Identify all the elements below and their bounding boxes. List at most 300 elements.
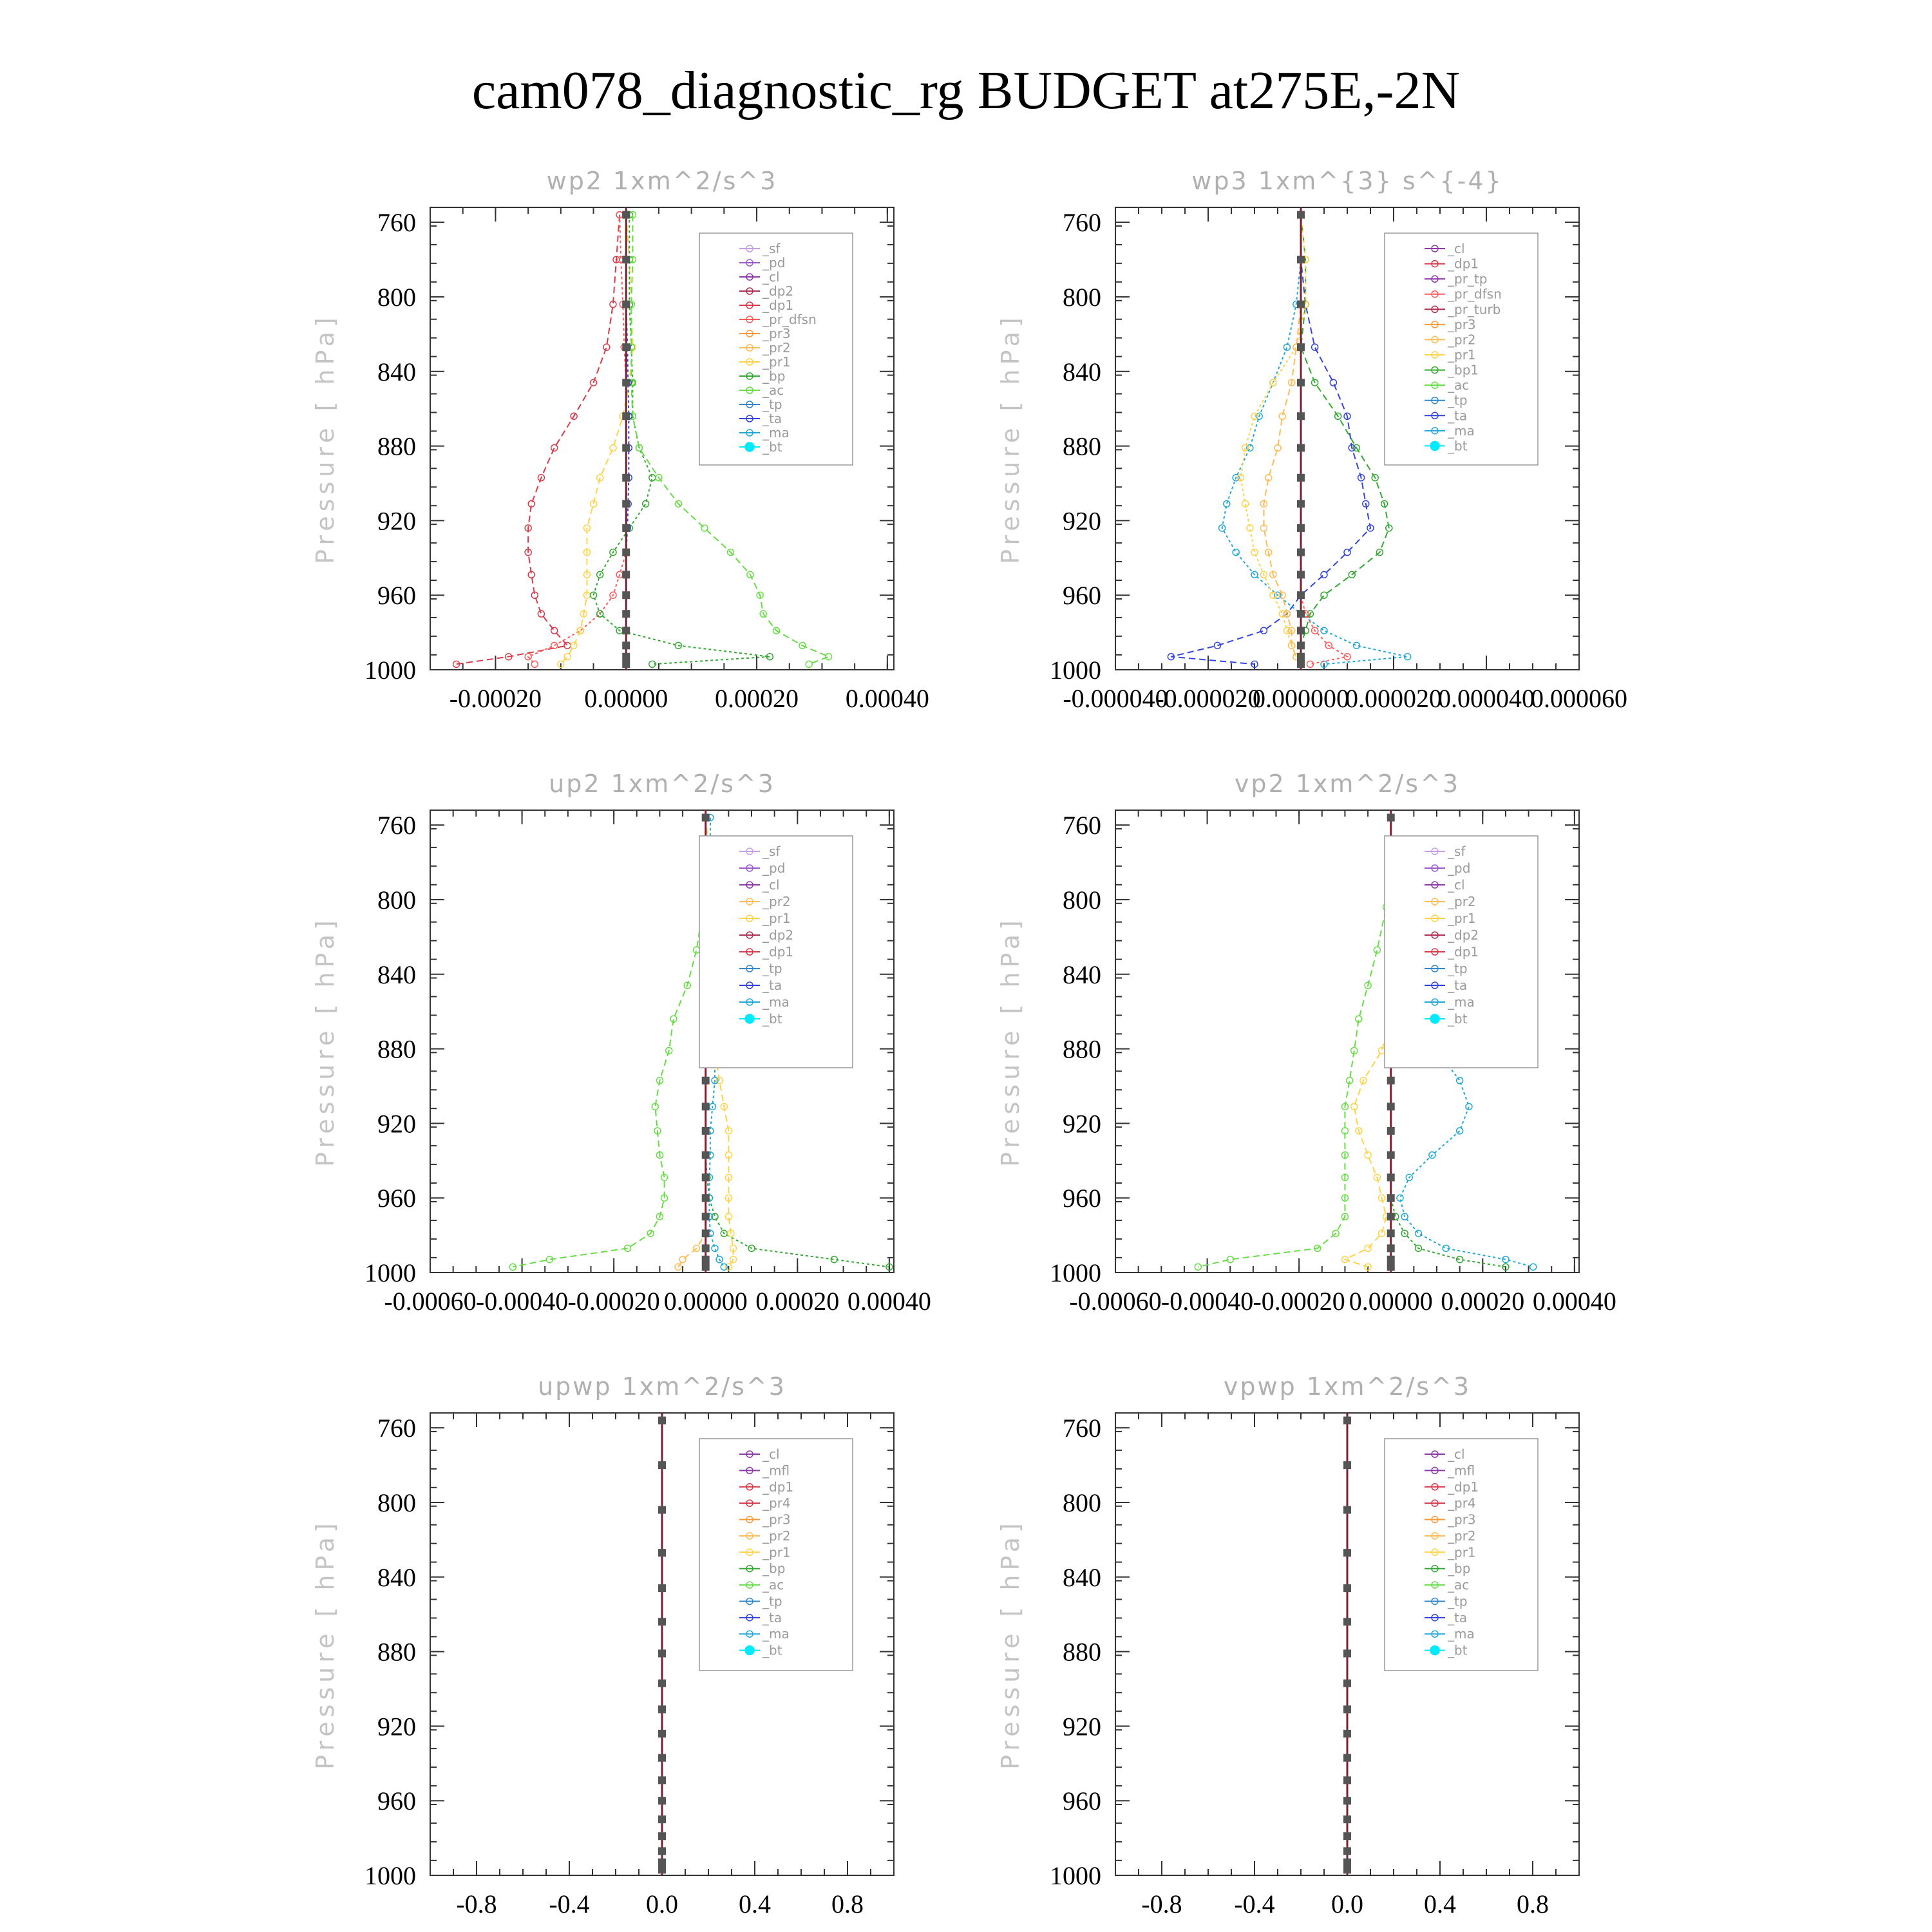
legend-label: _pr2	[1448, 1528, 1476, 1544]
x-tick-label: 0.000000	[1253, 684, 1349, 713]
center-marker	[1387, 1229, 1395, 1237]
legend-label: _tp	[1448, 961, 1468, 976]
x-tick-label: 0.8	[1517, 1889, 1549, 1918]
center-marker	[1343, 1461, 1351, 1469]
panels	[311, 167, 1627, 1918]
legend-label: _pr1	[1448, 1544, 1476, 1560]
legend-label: _ac	[1448, 377, 1470, 393]
legend-marker	[745, 1014, 754, 1023]
data-point-ma	[1415, 1230, 1421, 1236]
y-tick-label: 840	[1063, 960, 1101, 989]
data-point-dp1	[538, 611, 544, 617]
x-tick-label: 0.000020	[1345, 684, 1442, 713]
y-tick-label: 760	[377, 811, 416, 840]
center-marker	[622, 444, 630, 451]
center-marker	[658, 1815, 666, 1823]
data-point-ma	[1466, 1103, 1472, 1110]
x-tick-label: -0.8	[1141, 1889, 1182, 1918]
legend-label: _pd	[1448, 860, 1471, 876]
x-tick-label: -0.8	[456, 1889, 497, 1918]
center-marker	[622, 474, 630, 482]
legend-label: _bp1	[1448, 362, 1479, 378]
center-marker	[658, 1866, 666, 1873]
center-marker	[658, 1730, 666, 1738]
legend-label: _bt	[1448, 438, 1468, 454]
legend-label: _ma	[1448, 422, 1475, 439]
center-marker	[622, 343, 630, 351]
legend	[699, 233, 853, 465]
data-point-pr1	[564, 654, 571, 660]
data-point-dp1	[551, 444, 558, 451]
legend	[1385, 233, 1538, 465]
legend-marker	[745, 1646, 754, 1655]
center-marker	[622, 256, 630, 263]
y-tick-label: 1000	[1050, 1861, 1101, 1890]
center-marker	[622, 524, 630, 532]
legend-label: _pr2	[762, 894, 791, 909]
legend	[699, 1439, 853, 1671]
y-axis-label: Pressure [ hPa]	[311, 916, 339, 1167]
y-tick-label: 920	[377, 506, 416, 536]
center-marker	[1343, 1417, 1351, 1425]
legend-label: _bp	[762, 368, 786, 384]
center-marker	[1297, 500, 1305, 507]
legend-label: _ta	[1448, 408, 1468, 424]
center-marker	[1387, 1256, 1395, 1264]
center-marker	[622, 379, 630, 386]
center-marker	[702, 1213, 710, 1220]
center-marker	[622, 549, 630, 556]
center-marker	[658, 1797, 666, 1804]
series-line-pr2	[1264, 215, 1301, 665]
series-line-dp1	[513, 818, 705, 1267]
legend-marker	[1430, 441, 1439, 450]
data-point-ma	[1457, 1128, 1463, 1134]
y-tick-label: 960	[377, 1786, 416, 1816]
center-marker	[1387, 1244, 1395, 1252]
y-tick-label: 760	[1063, 208, 1101, 238]
legend-label: _dp1	[762, 298, 794, 313]
center-marker	[1387, 814, 1395, 822]
legend	[1385, 1439, 1538, 1671]
center-marker	[1297, 343, 1305, 351]
y-tick-label: 880	[1063, 1637, 1101, 1667]
legend-label: _pr_turb	[1448, 301, 1501, 317]
center-marker	[1297, 256, 1305, 263]
center-marker	[1297, 641, 1305, 649]
center-marker	[622, 610, 630, 618]
data-point-pr1	[1365, 1152, 1371, 1159]
center-marker	[702, 1244, 710, 1252]
center-marker	[702, 1173, 710, 1181]
legend-label: _cl	[1448, 1446, 1465, 1462]
x-tick-label: 0.00040	[1532, 1287, 1616, 1316]
center-marker	[622, 591, 630, 599]
panel-title: wp3 1xm^{3} s^{-4}	[1191, 167, 1503, 195]
center-marker	[658, 1776, 666, 1784]
panel-title: vpwp 1xm^2/s^3	[1223, 1372, 1472, 1401]
center-marker	[1297, 524, 1305, 532]
y-tick-label: 880	[377, 431, 416, 461]
center-marker	[702, 814, 710, 822]
y-tick-label: 960	[1063, 1184, 1101, 1213]
legend-label: _pr3	[1448, 1511, 1476, 1528]
center-marker	[1297, 301, 1305, 308]
legend-label: _pr3	[762, 326, 791, 341]
center-marker	[622, 571, 630, 578]
data-point-pr2	[675, 1264, 681, 1270]
center-marker	[702, 1229, 710, 1237]
series-line-pr3	[1301, 215, 1347, 665]
center-marker	[1297, 653, 1305, 661]
center-marker	[1387, 1263, 1395, 1271]
legend	[699, 836, 853, 1068]
data-point-ac	[826, 654, 832, 660]
data-point-bp1	[1321, 592, 1327, 598]
panel-title: upwp 1xm^2/s^3	[538, 1372, 786, 1401]
legend-label: _pr4	[762, 1495, 791, 1511]
center-marker	[1297, 660, 1305, 668]
legend-label: _dp1	[1448, 944, 1479, 960]
center-marker	[622, 412, 630, 420]
chart-panel-5	[311, 1372, 894, 1918]
legend-label: _pr1	[1448, 911, 1476, 926]
data-point-pr_dfsn	[531, 661, 538, 667]
data-point-ma	[1283, 344, 1290, 350]
y-tick-label: 1000	[365, 1861, 416, 1890]
center-marker	[702, 1127, 710, 1135]
y-tick-label: 760	[1063, 811, 1101, 840]
center-marker	[1343, 1705, 1351, 1713]
center-marker	[1343, 1730, 1351, 1738]
center-marker	[1343, 1847, 1351, 1855]
center-marker	[1387, 1127, 1395, 1135]
legend-label: _dp1	[1448, 1479, 1479, 1495]
center-marker	[1297, 549, 1305, 556]
data-point-dp1	[603, 344, 610, 350]
x-tick-label: -0.4	[549, 1889, 590, 1918]
panel-title: vp2 1xm^2/s^3	[1234, 770, 1461, 798]
center-marker	[1343, 1549, 1351, 1557]
y-tick-label: 1000	[1050, 656, 1101, 685]
data-point-dp1	[551, 627, 558, 634]
data-point-pr1	[1378, 1047, 1385, 1054]
center-marker	[658, 1680, 666, 1687]
data-point-ta	[1214, 642, 1220, 649]
chart-panel-2	[996, 167, 1627, 713]
y-tick-label: 920	[377, 1109, 416, 1139]
y-axis-label: Pressure [ hPa]	[996, 313, 1025, 564]
center-marker	[658, 1506, 666, 1514]
center-marker	[702, 1151, 710, 1159]
legend-label: _ma	[762, 1626, 790, 1642]
legend-label: _pd	[762, 255, 786, 270]
x-tick-label: -0.00040	[475, 1287, 569, 1316]
data-point-dp1	[564, 642, 571, 649]
chart-panel-3	[311, 770, 931, 1316]
y-tick-label: 840	[377, 960, 416, 989]
y-tick-label: 760	[1063, 1414, 1101, 1443]
center-marker	[1387, 1213, 1395, 1220]
legend-label: _bp	[1448, 1560, 1471, 1577]
legend-label: _pr3	[1448, 316, 1476, 332]
y-tick-label: 840	[1063, 1562, 1101, 1592]
data-point-ta	[1260, 627, 1267, 634]
center-marker	[658, 1649, 666, 1657]
x-tick-label: 0.00040	[847, 1287, 931, 1316]
center-marker	[622, 627, 630, 634]
legend-label: _pr1	[1448, 347, 1476, 363]
legend-label: _pr1	[762, 354, 791, 370]
x-tick-label: -0.00040	[1160, 1287, 1254, 1316]
center-marker	[1343, 1776, 1351, 1784]
x-tick-label: -0.00060	[384, 1287, 477, 1316]
center-marker	[1297, 412, 1305, 420]
center-marker	[658, 1417, 666, 1425]
x-tick-label: 0.4	[1424, 1889, 1456, 1918]
center-marker	[658, 1832, 666, 1840]
center-marker	[1343, 1584, 1351, 1592]
data-point-ma	[1321, 627, 1327, 634]
data-point-ta	[1344, 549, 1350, 556]
legend-label: _bt	[762, 1011, 782, 1027]
y-tick-label: 920	[377, 1712, 416, 1741]
data-point-ma	[1233, 549, 1239, 556]
y-tick-label: 880	[377, 1034, 416, 1064]
x-tick-label: 0.00000	[1349, 1287, 1433, 1316]
legend-label: _pr2	[762, 1528, 791, 1544]
y-tick-label: 960	[1063, 1786, 1101, 1816]
center-marker	[658, 1847, 666, 1855]
legend-marker	[1430, 1646, 1439, 1655]
center-marker	[1343, 1649, 1351, 1657]
y-tick-label: 1000	[365, 1258, 416, 1287]
data-point-ta	[1312, 344, 1318, 350]
x-tick-label: 0.0	[1331, 1889, 1363, 1918]
legend-label: _pr1	[762, 911, 791, 926]
center-marker	[1343, 1797, 1351, 1804]
legend-label: _pr2	[1448, 332, 1476, 348]
y-tick-label: 880	[1063, 1034, 1101, 1064]
series-line-bp1	[1301, 215, 1389, 665]
data-point-ma	[712, 1245, 718, 1251]
data-point-ta	[1321, 571, 1327, 578]
legend-label: _cl	[762, 1446, 780, 1462]
legend-label: _tp	[762, 1593, 782, 1609]
center-marker	[622, 500, 630, 507]
legend-label: _dp2	[1448, 927, 1479, 943]
y-tick-label: 1000	[1050, 1258, 1101, 1287]
center-marker	[1387, 1151, 1395, 1159]
legend-label: _ac	[762, 383, 784, 398]
chart-panel-6	[996, 1372, 1579, 1918]
legend-label: _pr_tp	[1448, 271, 1488, 287]
y-tick-label: 880	[1063, 431, 1101, 461]
center-marker	[622, 301, 630, 308]
legend-label: _ma	[1448, 1626, 1475, 1642]
legend-label: _pr4	[1448, 1495, 1476, 1511]
data-point-ma	[1530, 1264, 1537, 1270]
chart-panel-4	[996, 770, 1616, 1316]
x-tick-label: 0.8	[831, 1889, 864, 1918]
y-tick-label: 760	[377, 1414, 416, 1443]
center-marker	[1387, 1077, 1395, 1084]
center-marker	[1387, 1194, 1395, 1202]
data-point-ac	[806, 661, 812, 667]
data-point-pr1	[571, 642, 577, 649]
y-tick-label: 800	[377, 282, 416, 312]
x-tick-label: -0.00020	[449, 684, 542, 713]
center-marker	[658, 1618, 666, 1625]
figure-title: cam078_diagnostic_rg BUDGET at275E,-2N	[471, 61, 1461, 120]
legend-label: _cl	[1448, 241, 1465, 256]
y-axis-label: Pressure [ hPa]	[996, 1519, 1025, 1770]
center-marker	[1343, 1859, 1351, 1866]
x-tick-label: -0.4	[1234, 1889, 1275, 1918]
center-marker	[1343, 1506, 1351, 1514]
x-tick-label: -0.00020	[567, 1287, 660, 1316]
legend-label: _pr_dfsn	[1448, 286, 1502, 302]
legend-label: _bt	[1448, 1011, 1468, 1027]
x-tick-label: -0.00060	[1069, 1287, 1162, 1316]
center-marker	[658, 1461, 666, 1469]
y-tick-label: 840	[1063, 357, 1101, 386]
center-marker	[658, 1584, 666, 1592]
center-marker	[1387, 1103, 1395, 1110]
x-tick-label: 0.00020	[715, 684, 799, 713]
center-marker	[1343, 1832, 1351, 1840]
y-tick-label: 1000	[365, 656, 416, 685]
legend-label: _ta	[762, 411, 782, 426]
center-marker	[1297, 591, 1305, 599]
center-marker	[1343, 1815, 1351, 1823]
data-point-pr1	[1270, 592, 1276, 598]
legend-marker	[1430, 1014, 1439, 1023]
legend-marker	[745, 442, 754, 451]
data-point-ma	[721, 1264, 727, 1270]
center-marker	[1343, 1618, 1351, 1625]
center-marker	[622, 641, 630, 649]
legend	[1385, 836, 1538, 1068]
data-point-pr1	[1365, 1245, 1371, 1251]
center-marker	[658, 1754, 666, 1762]
legend-label: _pr2	[762, 340, 791, 355]
center-marker	[702, 1077, 710, 1084]
center-marker	[658, 1549, 666, 1557]
series-line-pr_dfsn	[528, 215, 626, 665]
legend-label: _tp	[1448, 1593, 1468, 1609]
legend-label: _pr_dfsn	[762, 312, 817, 327]
legend-label: _ma	[762, 994, 790, 1010]
x-tick-label: 0.4	[739, 1889, 771, 1918]
legend-label: _bp	[762, 1560, 786, 1577]
legend-label: _cl	[762, 877, 780, 893]
center-marker	[702, 1103, 710, 1110]
center-marker	[702, 1194, 710, 1202]
y-tick-label: 800	[1063, 885, 1101, 914]
legend-label: _ta	[762, 978, 782, 993]
data-point-ta	[1330, 379, 1336, 386]
x-tick-label: 0.000040	[1438, 684, 1535, 713]
data-point-pr1	[610, 444, 616, 451]
data-point-pr2	[679, 1256, 686, 1263]
y-tick-label: 960	[1063, 581, 1101, 611]
center-marker	[1297, 610, 1305, 618]
legend-label: _bt	[1448, 1642, 1468, 1658]
y-tick-label: 800	[1063, 282, 1101, 312]
center-marker	[1387, 1173, 1395, 1181]
legend-label: _tp	[762, 397, 782, 412]
x-tick-label: 0.0	[646, 1889, 678, 1918]
y-tick-label: 840	[377, 357, 416, 386]
center-marker	[622, 653, 630, 661]
y-axis-label: Pressure [ hPa]	[311, 1519, 339, 1770]
legend-label: _ta	[1448, 1609, 1468, 1625]
legend-label: _sf	[1448, 844, 1466, 859]
center-marker	[1297, 211, 1305, 219]
center-marker	[1297, 627, 1305, 634]
center-marker	[1343, 1754, 1351, 1762]
center-marker	[702, 1256, 710, 1264]
data-point-ma	[1224, 500, 1230, 507]
center-marker	[1297, 571, 1305, 578]
y-tick-label: 920	[1063, 1712, 1101, 1741]
legend-label: _mfl	[762, 1463, 790, 1479]
x-tick-label: 0.00020	[1441, 1287, 1525, 1316]
x-tick-label: 0.00000	[584, 684, 668, 713]
legend-label: _pd	[762, 860, 786, 876]
center-marker	[1297, 444, 1305, 451]
center-marker	[1297, 474, 1305, 482]
y-tick-label: 800	[377, 885, 416, 914]
legend-label: _ta	[762, 1609, 782, 1625]
y-tick-label: 960	[377, 1184, 416, 1213]
x-tick-label: -0.000020	[1155, 684, 1261, 713]
center-marker	[658, 1859, 666, 1866]
center-marker	[1343, 1680, 1351, 1687]
center-marker	[1297, 379, 1305, 386]
center-marker	[658, 1705, 666, 1713]
y-tick-label: 960	[377, 581, 416, 611]
x-tick-label: -0.00020	[1253, 1287, 1345, 1316]
legend-label: _dp2	[762, 927, 794, 943]
legend-label: _pr3	[762, 1511, 791, 1528]
center-marker	[622, 660, 630, 668]
legend-label: _tp	[762, 961, 782, 976]
data-point-ac	[701, 525, 708, 531]
center-marker	[622, 211, 630, 219]
y-tick-label: 880	[377, 1637, 416, 1667]
legend-label: _dp2	[762, 283, 794, 299]
series-line-pr1	[1240, 215, 1305, 665]
panel-title: wp2 1xm^2/s^3	[546, 167, 778, 195]
legend-label: _ma	[762, 425, 790, 440]
legend-label: _pr1	[762, 1544, 791, 1560]
legend-label: _pr2	[1448, 894, 1476, 909]
legend-label: _mfl	[1448, 1463, 1475, 1479]
series-line-ma	[1222, 215, 1408, 665]
legend-label: _ac	[762, 1577, 784, 1593]
y-tick-label: 800	[1063, 1488, 1101, 1517]
y-tick-label: 920	[1063, 506, 1101, 536]
y-tick-label: 920	[1063, 1109, 1101, 1139]
legend-label: _sf	[762, 844, 781, 859]
y-axis-label: Pressure [ hPa]	[311, 313, 339, 564]
center-marker	[702, 1263, 710, 1271]
legend-label: _dp1	[762, 1479, 794, 1495]
legend-label: _bt	[762, 1642, 782, 1658]
y-tick-label: 800	[377, 1488, 416, 1517]
